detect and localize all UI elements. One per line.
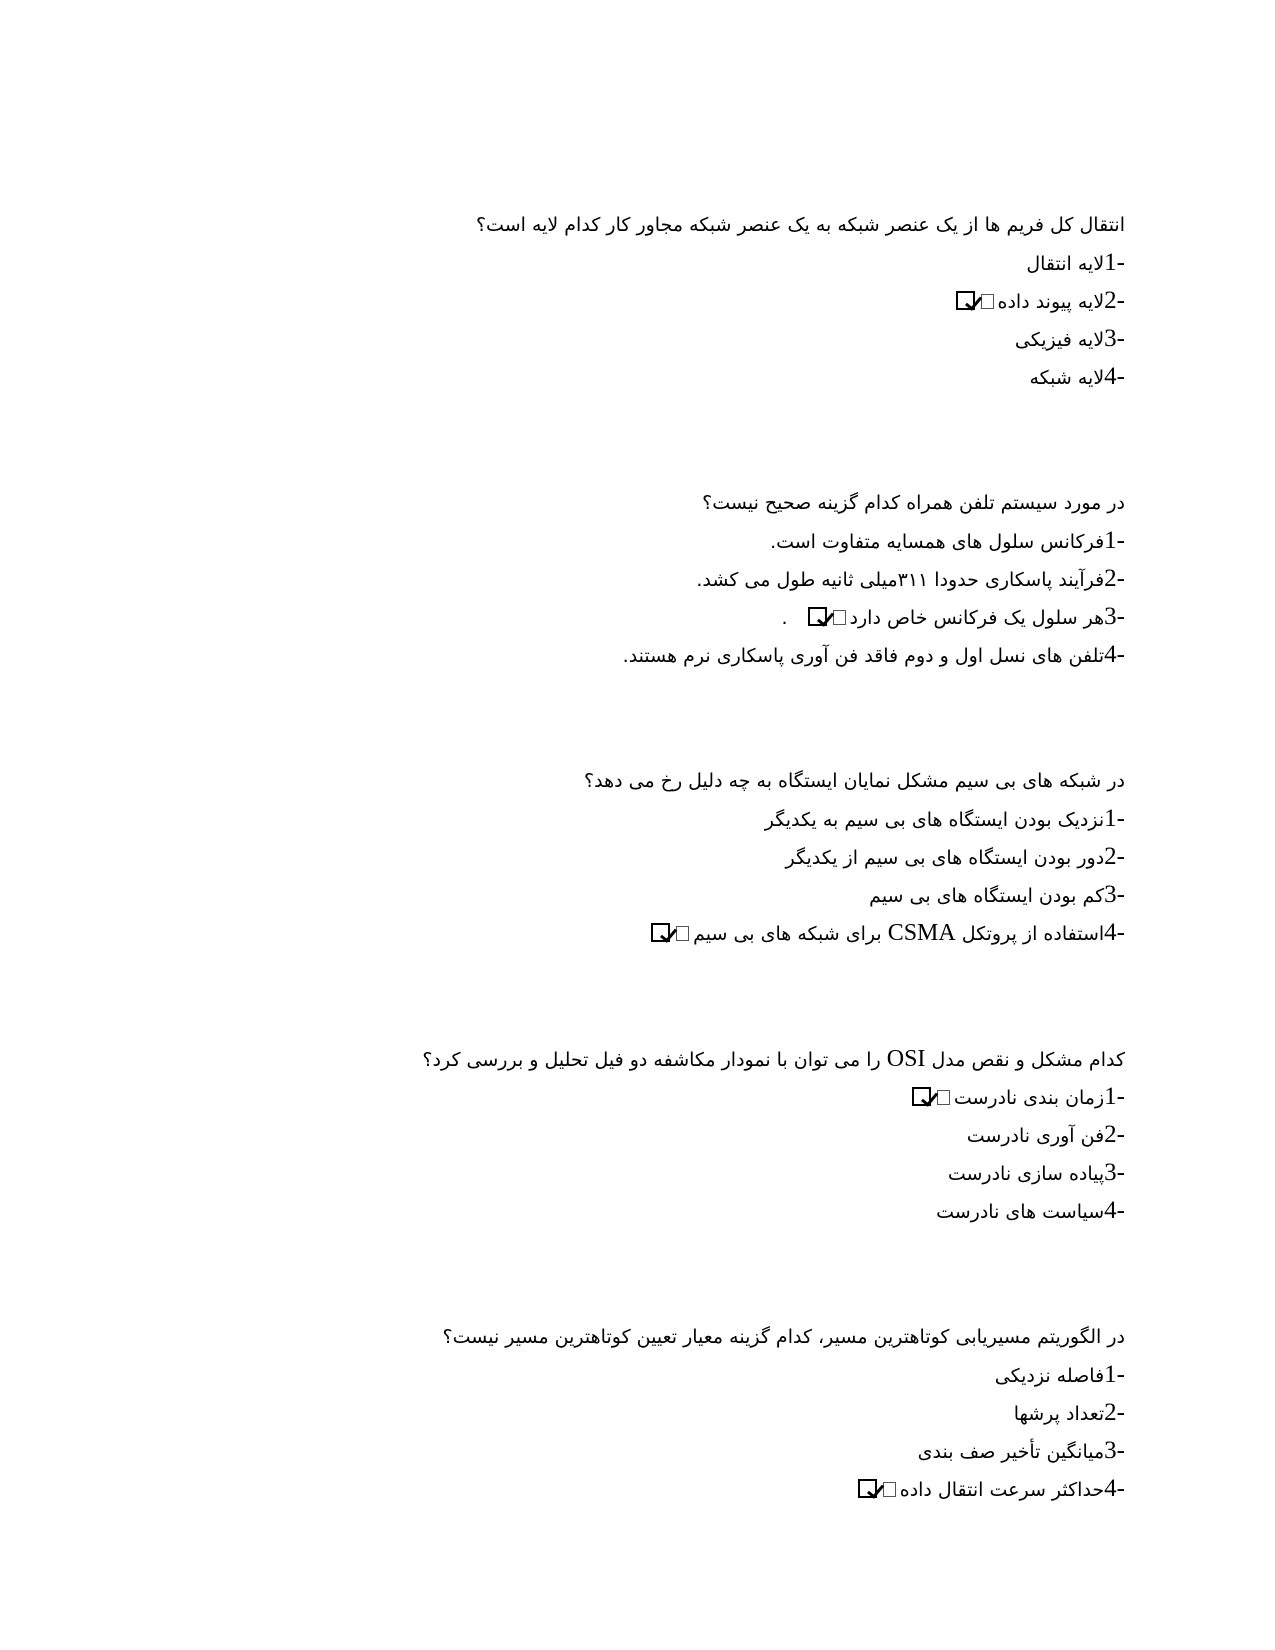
option-number: 2- bbox=[1104, 565, 1125, 592]
checked-box-icon bbox=[956, 291, 975, 310]
checked-box-icon bbox=[858, 1479, 877, 1498]
option-3 bbox=[365, 598, 1125, 636]
option-text: زمان بندی نادرست bbox=[953, 1087, 1105, 1109]
question-text bbox=[365, 1040, 1125, 1078]
option-text: لایه پیوند داده bbox=[997, 291, 1105, 313]
option-text: پیاده سازی نادرست bbox=[947, 1163, 1105, 1185]
option-1 bbox=[365, 1356, 1125, 1394]
option-2 bbox=[365, 1116, 1125, 1154]
option-4 bbox=[365, 914, 1125, 952]
option-text: لایه شبکه bbox=[1029, 367, 1105, 389]
checked-box-icon bbox=[808, 607, 827, 626]
question-1 bbox=[365, 206, 1125, 396]
option-number: 3- bbox=[1104, 603, 1125, 630]
option-4 bbox=[365, 1192, 1125, 1230]
option-text: هر سلول یک فرکانس خاص دارد bbox=[849, 607, 1105, 629]
question-text: در مورد سیستم تلفن همراه کدام گزینه صحیح نیست؟ bbox=[702, 492, 1125, 514]
option-4 bbox=[365, 358, 1125, 396]
option-3 bbox=[365, 1432, 1125, 1470]
option-number: 3- bbox=[1104, 1159, 1125, 1186]
option-text-before: استفاده از پروتکل bbox=[961, 923, 1105, 945]
option-number: 3- bbox=[1104, 325, 1125, 352]
option-number: 4- bbox=[1104, 363, 1125, 390]
option-text: لایه فیزیکی bbox=[1014, 329, 1105, 351]
missing-glyph-box-icon bbox=[883, 1482, 896, 1497]
option-number: 1- bbox=[1104, 249, 1125, 276]
question-4 bbox=[365, 1040, 1125, 1230]
option-number: 1- bbox=[1104, 1361, 1125, 1388]
option-text: حداکثر سرعت انتقال داده bbox=[899, 1479, 1105, 1501]
option-latin-term: CSMA bbox=[887, 920, 956, 946]
option-2 bbox=[365, 838, 1125, 876]
option-2 bbox=[365, 560, 1125, 598]
option-text: تعداد پرشها bbox=[1013, 1403, 1105, 1425]
question-text-after: را می توان با نمودار مکاشفه دو فیل تحلیل و بررسی کرد؟ bbox=[422, 1049, 881, 1071]
option-2 bbox=[365, 282, 1125, 320]
option-number: 1- bbox=[1104, 527, 1125, 554]
option-number: 2- bbox=[1104, 1121, 1125, 1148]
missing-glyph-box-icon bbox=[981, 294, 994, 309]
option-text: فرکانس سلول های همسایه متفاوت است. bbox=[770, 531, 1105, 553]
question-2 bbox=[365, 484, 1125, 674]
option-text-after: برای شبکه های بی سیم bbox=[693, 923, 882, 945]
option-number: 4- bbox=[1104, 1197, 1125, 1224]
question-latin-term: OSI bbox=[886, 1046, 926, 1072]
option-number: 2- bbox=[1104, 1399, 1125, 1426]
option-text: نزدیک بودن ایستگاه های بی سیم به یکدیگر bbox=[764, 809, 1105, 831]
missing-glyph-box-icon bbox=[937, 1090, 950, 1105]
option-number: 2- bbox=[1104, 843, 1125, 870]
option-text: میانگین تأخیر صف بندی bbox=[917, 1441, 1105, 1463]
option-text: فرآیند پاسکاری حدودا ۳۱۱میلی ثانیه طول می کشد. bbox=[696, 569, 1105, 591]
checked-box-icon bbox=[912, 1087, 931, 1106]
trailing-period: . bbox=[781, 607, 788, 629]
option-number: 2- bbox=[1104, 287, 1125, 314]
question-text-before: کدام مشکل و نقص مدل bbox=[931, 1049, 1125, 1071]
question-text: در الگوریتم مسیریابی کوتاهترین مسیر، کدام گزینه معیار تعیین کوتاهترین مسیر نیست؟ bbox=[442, 1326, 1125, 1348]
option-3 bbox=[365, 320, 1125, 358]
option-number: 1- bbox=[1104, 805, 1125, 832]
option-1 bbox=[365, 800, 1125, 838]
option-text: سیاست های نادرست bbox=[936, 1201, 1105, 1223]
option-3 bbox=[365, 876, 1125, 914]
option-text: لایه انتقال bbox=[1026, 253, 1105, 275]
option-text: فاصله نزدیکی bbox=[994, 1365, 1105, 1387]
option-1 bbox=[365, 244, 1125, 282]
option-number: 4- bbox=[1104, 919, 1125, 946]
question-3 bbox=[365, 762, 1125, 952]
option-text: تلفن های نسل اول و دوم فاقد فن آوری پاسکاری نرم هستند. bbox=[622, 645, 1105, 667]
option-number: 4- bbox=[1104, 641, 1125, 668]
option-text: دور بودن ایستگاه های بی سیم از یکدیگر bbox=[785, 847, 1105, 869]
option-1 bbox=[365, 522, 1125, 560]
question-text: انتقال کل فریم ها از یک عنصر شبکه به یک عنصر شبکه مجاور کار کدام لایه است؟ bbox=[475, 214, 1125, 236]
option-3 bbox=[365, 1154, 1125, 1192]
option-4 bbox=[365, 1470, 1125, 1508]
option-number: 3- bbox=[1104, 1437, 1125, 1464]
option-1 bbox=[365, 1078, 1125, 1116]
option-4 bbox=[365, 636, 1125, 674]
missing-glyph-box-icon bbox=[676, 926, 689, 941]
option-2 bbox=[365, 1394, 1125, 1432]
question-text: در شبکه های بی سیم مشکل نمایان ایستگاه به چه دلیل رخ می دهد؟ bbox=[584, 770, 1125, 792]
missing-glyph-box-icon bbox=[833, 610, 846, 625]
option-text: فن آوری نادرست bbox=[966, 1125, 1105, 1147]
option-number: 1- bbox=[1104, 1083, 1125, 1110]
option-number: 4- bbox=[1104, 1475, 1125, 1502]
option-number: 3- bbox=[1104, 881, 1125, 908]
option-text: کم بودن ایستگاه های بی سیم bbox=[869, 885, 1105, 907]
question-5 bbox=[365, 1318, 1125, 1508]
checked-box-icon bbox=[651, 923, 670, 942]
